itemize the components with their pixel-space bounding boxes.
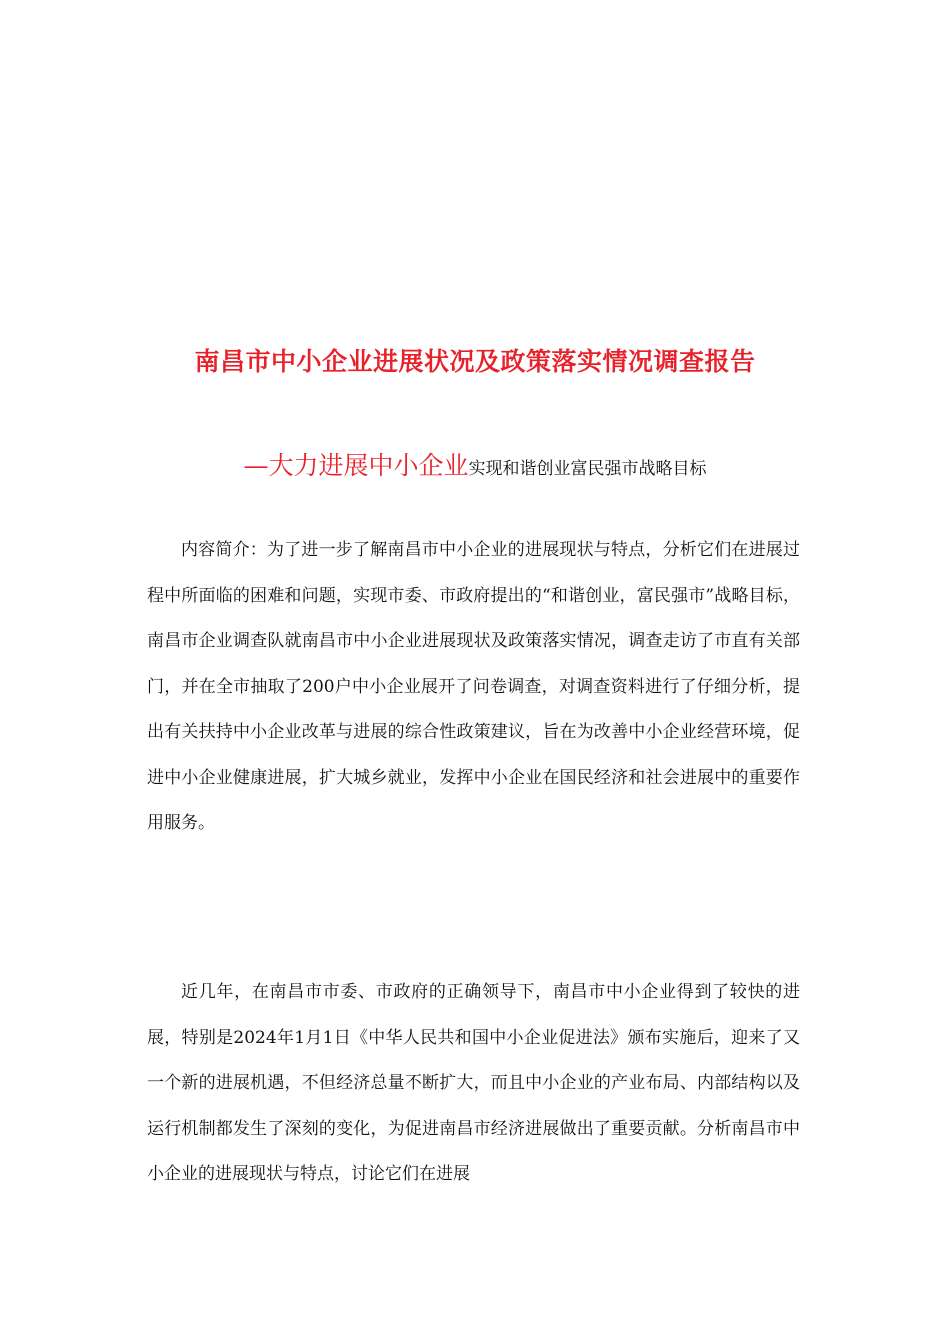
subtitle-black-part: 实现和谐创业富民强市战略目标 [468, 459, 707, 479]
document-title: 南昌市中小企业进展状况及政策落实情况调查报告 [194, 347, 756, 376]
body-paragraph: 近几年，在南昌市市委、市政府的正确领导下，南昌市中小企业得到了较快的进展，特别是2024年1月1日《中华人民共和国中小企业促进法》颁布实施后，迎来了又一个新的进展机遇，不但经济总量不断扩大，而且中小企业的产业布局、内部结构以及运行机制都发生了深刻的变化，为促进南昌市经济进展做出了重要贡献。分析南昌市中小企业的进展现状与特点，讨论它们在进展 [147, 982, 800, 1184]
abstract-paragraph: 内容简介：为了进一步了解南昌市中小企业的进展现状与特点，分析它们在进展过程中所面临的困难和问题，实现市委、市政府提出的“和谐创业，富民强市”战略目标，南昌市企业调查队就南昌市中小企业进展现状及政策落实情况，调查走访了市直有关部门，并在全市抽取了200户中小企业展开了问卷调查，对调查资料进行了仔细分析，提出有关扶持中小企业改革与进展的综合性政策建议，旨在为改善中小企业经营环境，促进中小企业健康进展，扩大城乡就业，发挥中小企业在国民经济和社会进展中的重要作用服务。 [147, 540, 800, 833]
document-subtitle [0, 448, 950, 487]
subtitle-red-part: —大力进展中小企业 [243, 451, 469, 480]
